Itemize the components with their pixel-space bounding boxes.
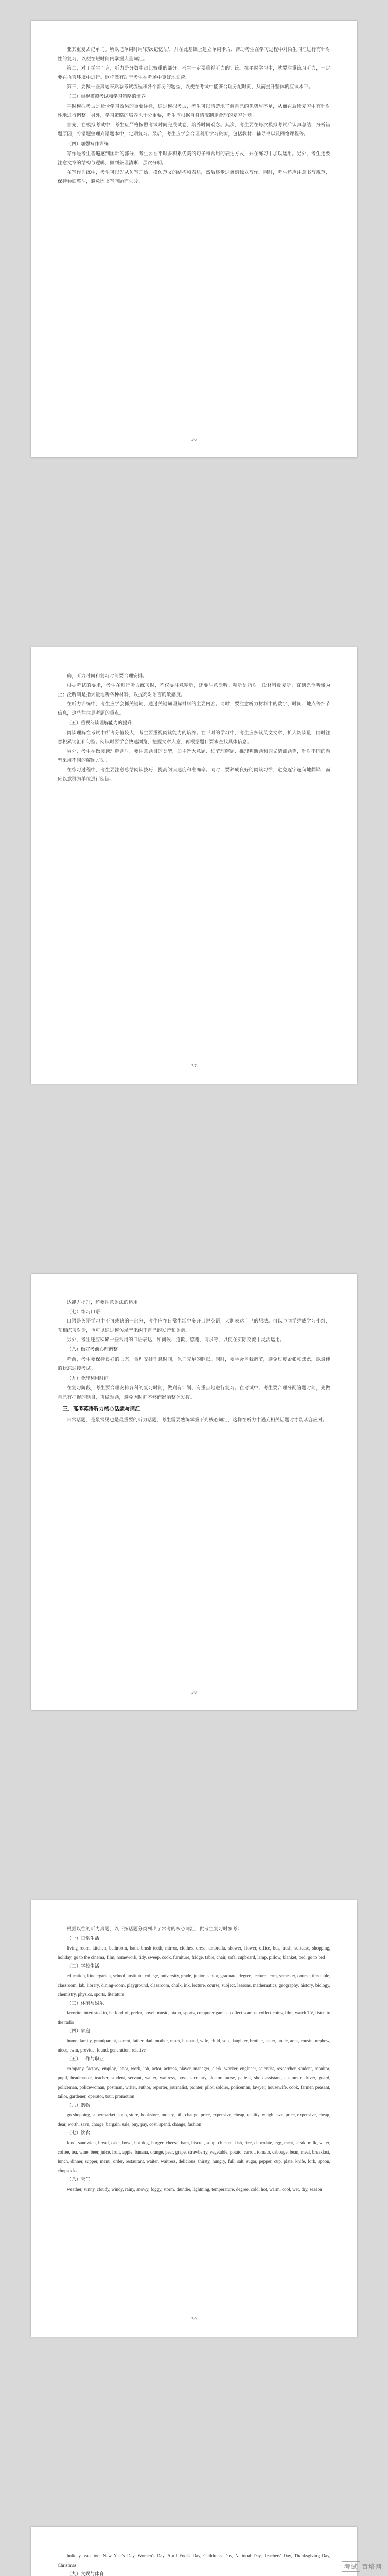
- document-page: [31, 1274, 357, 1710]
- paragraph: 在写作训练中，考生可以先从仿写开始，模仿范文的结构和表达，然后逐步过渡到独立写作。同时，考生还应注意书写规范，保持卷面整洁，避免因书写问题而失分。: [58, 170, 330, 184]
- vocab-list: holiday, vacation, New Year's Day, Women's Day, April Fool's Day, Children's Day, National Day, Teachers' Day, Thanksgiving Day, Christmas: [58, 2553, 330, 2568]
- paragraph: 达能力提升，还要注意语法的运用。: [67, 1300, 143, 1306]
- page-body: [58, 1298, 330, 1674]
- vocab-list: company, factory, employ, labor, work, job, actor, actress, player, manager, clerk, worker, engineer, scientist, researcher, student, monitor, pupil, headmaster, teacher, student, servant, waiter, waitress, boss, secretary, doctor, nurse, patient, shop assistant, customer, driver, guard, policeman, policewoman, postman, writer, author, reporter, journalist, painter, pilot, soldier, policeman, lawyer, housewife, cook, farmer, peasant, tailor, gardener, operator, tour, promotion: [58, 2066, 330, 2099]
- vocab-category: （九）文娱与体育: [67, 2572, 104, 2576]
- vocab-category: （五）工作与职业: [67, 2057, 104, 2062]
- watermark-box: 考试: [342, 2561, 360, 2572]
- document-page: [31, 647, 357, 1084]
- paragraph: 写作是考生普遍感到困难的部分，考生要在平时多积累优美的句子和常用的表达方式，并在练习中加以运用。另外，考生还要注意文章的结构与逻辑，做到条理清晰、层次分明。: [58, 151, 330, 166]
- paragraph: 在听力训练中，考生应学会抓关键词，通过关键词理解材料的主要内容。同时，要注意听力材料中的数字、时间、地点等细节信息，这些往往是考题的重点。: [58, 702, 330, 716]
- paragraph: 在练习过程中，考生要注意总结阅读技巧，提高阅读速度和准确率。同时，要养成良好的阅读习惯，避免逐字逐句地翻译，而应以意群为单位进行阅读。: [58, 768, 330, 782]
- paragraph: 第三，要做一些真题来熟悉考试流程和各个部分的题型，以便在考试中能够合理分配时间，从而提升整体的应试水平。: [67, 84, 313, 90]
- paragraph: 在复习阶段，考生要合理安排各科的复习时间，做到有计划、有重点地进行复习。在考试中，考生要合理分配答题时间，先做自己有把握的题目，再做难题，避免因时间不够而影响整体发挥。: [58, 1386, 330, 1400]
- subsection-heading: （五）重视阅读理解能力的提升: [67, 721, 132, 726]
- subsection-heading: （九）合理利用时间: [67, 1376, 109, 1381]
- page-number: 38: [191, 1690, 197, 1695]
- vocab-category: （六）购物: [67, 2103, 91, 2108]
- paragraph: 日常话题，是最常见也是最重要的听力话题，考生需要熟练掌握下列核心词汇，这样在听力中遇到相关话题时才能从容应对。: [67, 1418, 328, 1423]
- paragraph: 另外，考生还应积累一些常用的口语表达，如问候、道歉、感谢、请求等，以便在实际交流中灵活运用。: [67, 1337, 285, 1343]
- watermark-text: 百培网: [361, 2563, 382, 2570]
- page-body: [58, 2551, 330, 2576]
- vocab-list: education, kindergarten, school, institute, college, university, grade, junior, senior, graduate, degree, lecture, term, semester, course, timetable, classroom, lab, library, dining-room, playground, classroom, chalk, ink, lecture, course, subject, lessons, mathematics, geography, history, biology, chemistry, physics, sports, literature: [58, 1973, 330, 1997]
- subsection-heading: （八）做好考前心理调整: [67, 1347, 118, 1352]
- vocab-category: （八）天气: [67, 2177, 91, 2182]
- paragraph: 根据以往的听力真题，以下按话题分类列出了常考的核心词汇，供考生复习时参考：: [67, 1927, 242, 1932]
- page-number: 39: [191, 2317, 197, 2321]
- paragraph: 平时模拟考试是检验学习效果的重要途径，通过模拟考试，考生可以清楚地了解自己的优势与不足，从而在后续复习中有针对性地进行调整。另外，学习策略的培养也十分重要，考生应根据自身情况制定合理的复习计划。: [58, 104, 330, 118]
- paragraph: 亚其重复去记单词。所以记单词时用'初次记忆法'，并在此基础上建立单词卡片，帮助考生在学习过程中对陌生词汇进行有针对性的复习，以便在短时间内掌握大量词汇。: [58, 47, 330, 62]
- vocab-category: （四）家庭: [67, 2029, 91, 2034]
- vocab-list: home, family, grandparent, parent, father, dad, mother, mum, husband, wife, child, son, daughter, brother, sister, uncle, aunt, cousin, nephew, niece, twin, provide, found, generation, relative: [58, 2038, 330, 2053]
- document-page: [31, 1900, 357, 2337]
- paragraph: 确，听力时间和复习时间要合理安排。: [67, 674, 148, 679]
- section-heading: 三、高考英语听力核心话题与词汇: [63, 1406, 140, 1412]
- page-number: 36: [191, 437, 197, 442]
- document-page: [31, 21, 357, 457]
- subsection-heading: （四）加强写作训练: [67, 142, 109, 147]
- paragraph: 首先，在模拟考试中，考生应严格按照考试时间完成试卷，培养时间观念。其次，考生要在每次模拟考试后认真总结，分析错题原因，将错题整理到错题本中，定期复习。最后，考生应学会合理利用学习资源，包括教材、辅导书以及网络课程等。: [58, 123, 330, 137]
- vocab-list: living room, kitchen, bathroom, bath, brush teeth, mirror, clothes, dress, umbrella, shower, flower, office, bus, trash, suitcase, shopping, holiday, go to the cinema, film, homework, tidy, sweep, cook, furniture, fridge, table, chair, sofa, cupboard, lamp, pillow, blanket, bed, go to bed: [58, 1945, 330, 1960]
- vocab-list: food, sandwich, bread, cake, bowl, hot dog, burger, cheese, ham, biscuit, soup, chicken, fish, rice, chocolate, egg, meat, steak, milk, water, coffee, tea, wine, beer, juice, fruit, apple, banana, orange, pear, grape, strawberry, vegetable, potato, carrot, tomato, cabbage, bean, meal, breakfast, lunch, dinner, supper, menu, order, restaurant, waiter, waitress, delicious, thirsty, hungry, full, salt, sugar, pepper, cup, plate, knife, fork, spoon, chopsticks: [58, 2140, 330, 2173]
- page-body: [58, 672, 330, 1048]
- document-page: [31, 2527, 357, 2576]
- vocab-category: （一）日常生活: [67, 1936, 100, 1941]
- paragraph: 考前，考生要保持良好的心态，合理安排作息时间，保证充足的睡眠。同时，要学会自我调节，避免过度紧张和焦虑，以最佳的状态迎接考试。: [58, 1357, 330, 1371]
- vocab-list: favorite, interested in, be fond of, prefer, novel, music, piano, sports, computer games, collect stamps, collect coins, film, watch TV, listen to the radio: [58, 2010, 330, 2025]
- watermark-logo: [342, 2561, 382, 2572]
- paragraph: （七）练习口语: [67, 1310, 100, 1315]
- subsection-heading: （三）重视模拟考试和学习策略的培养: [67, 94, 146, 99]
- page-number: 37: [191, 1064, 197, 1069]
- vocab-list: weather, sunny, cloudy, windy, rainy, snowy, foggy, storm, thunder, lightning, temperature, degree, cold, hot, warm, cool, wet, dry, season: [67, 2187, 322, 2192]
- vocab-category: （二）学校生活: [67, 1964, 100, 1969]
- paragraph: 口语是英语学习中不可或缺的一部分，考生应在日常生活中多开口说英语，大胆表达自己的想法。可以与同学结成学习小组，互相练习对话，也可以通过模仿录音来纠正自己的发音和语调。: [58, 1319, 330, 1333]
- paragraph: 根据考试的要求，考生在进行听力练习时，不仅要注意精听，还要注意泛听。精听是指对一段材料反复听，直到完全听懂为止；泛听则是指大量地听各种材料，以提高对语言的敏感度。: [58, 683, 330, 698]
- paragraph: 第二，对于学生而言，听力是分数中占比较重的部分，考生一定要重视听力的训练。在平时学习中，就要注重练习听力，一定要在语言环境中进行。这样做有助于考生在考场中更好地适应。: [58, 66, 330, 80]
- paragraph: 阅读理解在考试中所占分值较大，考生要重视阅读能力的培养。在平时的学习中，考生应多读英文文章，扩大阅读量，同时注意积累词汇和句型。阅读时要学会快速浏览，把握文章大意，再根据题目要求查找具体信息。: [58, 731, 330, 745]
- page-body: [58, 45, 330, 421]
- vocab-category: （七）饮食: [67, 2131, 91, 2136]
- page-body: [58, 1925, 330, 2301]
- paragraph: 另外，考生在做阅读理解题时，要注意题目的类型，如主旨大意题、细节理解题、推理判断题和词义猜测题等，针对不同的题型采用不同的解题方法。: [58, 749, 330, 764]
- vocab-category: （三）休闲与娱乐: [67, 2001, 104, 2006]
- vocab-list: go shopping, supermarket, shop, store, bookstore, money, bill, change, price, expensive, cheap, quality, weigh, size, price, expensive, cheap, dear, worth, save, charge, bargain, sale, buy, pay, cost, spend, change, fashion: [58, 2112, 330, 2127]
